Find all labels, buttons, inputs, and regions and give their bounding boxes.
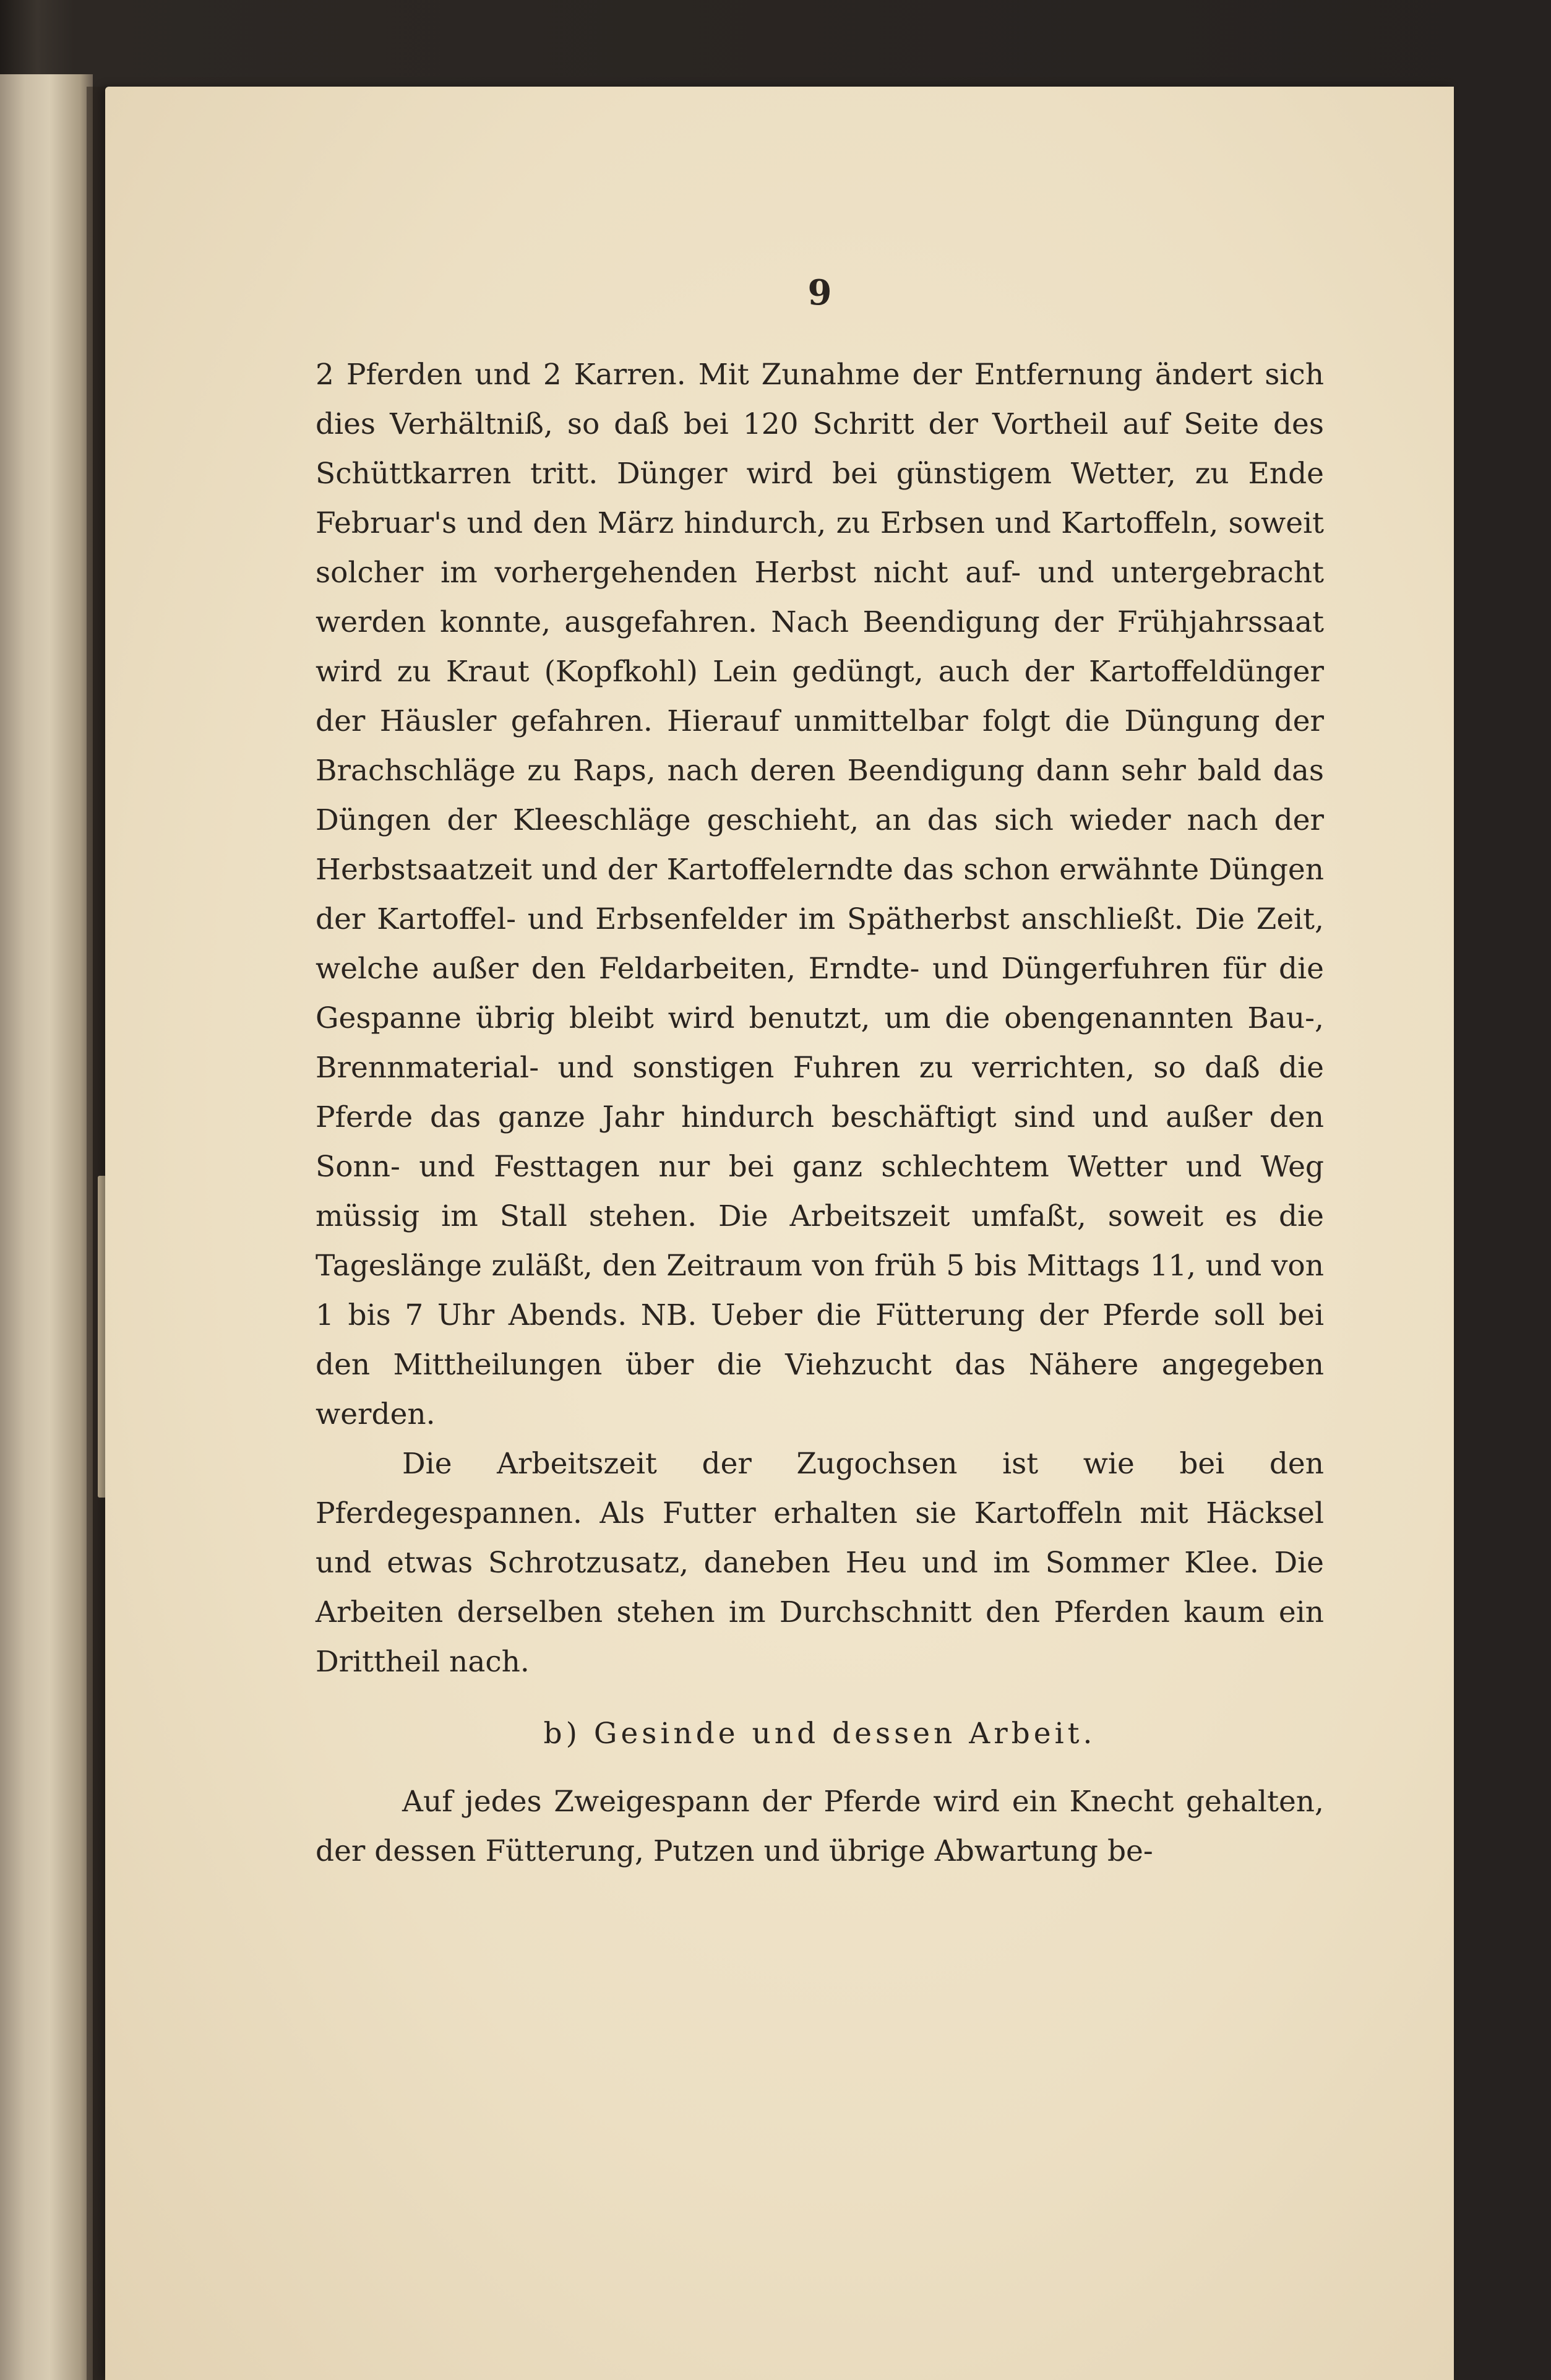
section-heading: b) Gesinde und dessen Arbeit. bbox=[543, 1717, 1096, 1751]
paragraph-2: Die Arbeitszeit der Zugochsen ist wie bei den Pferdegespannen. Als Futter erhalten sie Kartoffeln mit Häcksel und etwas Schrotzusatz, daneben Heu und im Sommer Klee. Die Arbeiten derselben stehen im Durchschnitt den Pferden kaum ein Drittheil nach. bbox=[316, 1447, 1324, 1679]
page-number: 9 bbox=[807, 272, 832, 313]
previous-page-edge bbox=[0, 74, 93, 2380]
page-content bbox=[316, 272, 1324, 1876]
book-page bbox=[105, 87, 1454, 2380]
paragraph-3: Auf jedes Zweigespann der Pferde wird ein Knecht gehalten, der dessen Fütterung, Putzen und übrige Abwartung be- bbox=[316, 1785, 1324, 1868]
body-text bbox=[316, 350, 1324, 1876]
paragraph-1: 2 Pferden und 2 Karren. Mit Zunahme der Entfernung ändert sich dies Verhältniß, so daß bei 120 Schritt der Vortheil auf Seite des Schüttkarren tritt. Dünger wird bei günstigem Wetter, zu Ende Februar's und den März hindurch, zu Erbsen und Kartoffeln, soweit solcher im vorhergehenden Herbst nicht auf- und untergebracht werden konnte, ausgefahren. Nach Beendigung der Frühjahrssaat wird zu Kraut (Kopfkohl) Lein gedüngt, auch der Kartoffeldünger der Häusler gefahren. Hierauf unmittelbar folgt die Düngung der Brachschläge zu Raps, nach deren Beendigung dann sehr bald das Düngen der Kleeschläge geschieht, an das sich wieder nach der Herbstsaatzeit und der Kartoffelerndte das schon erwähnte Düngen der Kartoffel- und Erbsenfelder im Spätherbst anschließt. Die Zeit, welche außer den Feldarbeiten, Erndte- und Düngerfuhren für die Gespanne übrig bleibt wird benutzt, um die obengenannten Bau-, Brennmaterial- und sonstigen Fuhren zu verrichten, so daß die Pferde das ganze Jahr hindurch beschäftigt sind und außer den Sonn- und Festtagen nur bei ganz schlechtem Wetter und Weg müssig im Stall stehen. Die Arbeitszeit umfaßt, soweit es die Tageslänge zuläßt, den Zeitraum von früh 5 bis Mittags 11, und von 1 bis 7 Uhr Abends. NB. Ueber die Fütterung der Pferde soll bei den Mittheilungen über die Viehzucht das Nähere angegeben werden. bbox=[316, 358, 1324, 1431]
